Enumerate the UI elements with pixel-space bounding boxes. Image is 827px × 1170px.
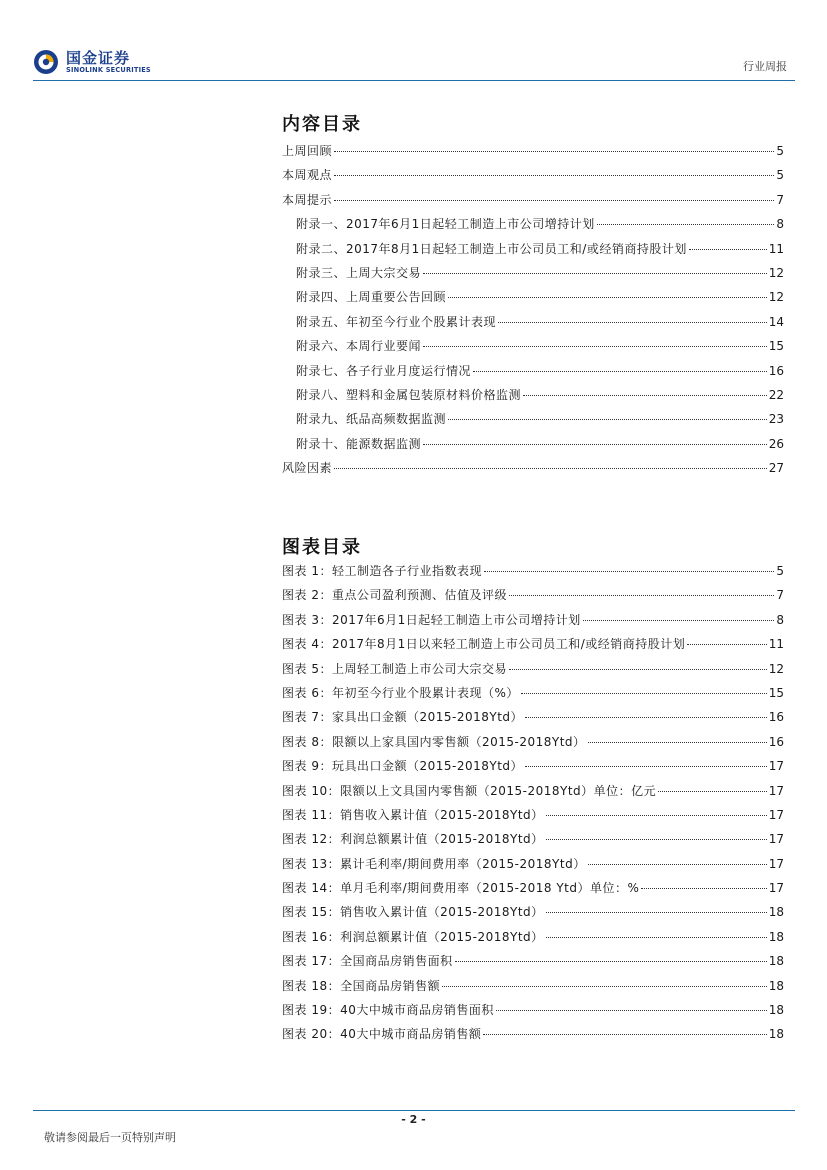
toc-entry-label: 图表 20：40大中城市商品房销售额 (282, 1027, 482, 1042)
toc-entry-page: 7 (776, 588, 784, 603)
figure-entry[interactable] (282, 684, 784, 708)
toc-entry-label: 图表 14：单月毛利率/期间费用率（2015-2018 Ytd）单位：% (282, 881, 640, 896)
figure-entry[interactable] (282, 830, 784, 854)
figure-entry[interactable] (282, 733, 784, 757)
toc-entry-label: 图表 10：限额以上文具国内零售额（2015-2018Ytd）单位：亿元 (282, 783, 657, 798)
dot-leader (509, 595, 774, 596)
toc-entry-page: 5 (776, 144, 784, 158)
toc-entry-page: 14 (768, 314, 784, 329)
toc-entry-label: 图表 2：重点公司盈利预测、估值及评级 (282, 588, 507, 603)
logo-text-cn: 国金证券 (66, 49, 131, 67)
toc-entry-page: 26 (768, 436, 784, 451)
figure-entry[interactable] (282, 782, 784, 806)
toc-entry-page: 8 (776, 217, 784, 232)
figure-entry[interactable] (282, 855, 784, 879)
toc-entry-label: 附录二、2017年8月1日起轻工制造上市公司员工和/或经销商持股计划 (296, 241, 687, 256)
dot-leader (523, 395, 767, 396)
figure-entry[interactable] (282, 586, 784, 610)
figure-entry[interactable] (282, 757, 784, 781)
toc-entry-label: 图表 4：2017年8月1日以来轻工制造上市公司员工和/或经销商持股计划 (282, 637, 686, 652)
toc-entry-page: 8 (776, 612, 784, 627)
toc-entry-label: 图表 16：利润总额累计值（2015-2018Ytd） (282, 929, 544, 944)
contents-entry[interactable] (282, 313, 784, 337)
toc-entry-page: 23 (768, 412, 784, 427)
dot-leader (334, 468, 767, 469)
dot-leader (687, 644, 766, 645)
toc-entry-label: 图表 15：销售收入累计值（2015-2018Ytd） (282, 905, 544, 920)
toc-entry-label: 风险因素 (282, 461, 333, 476)
contents-entry[interactable] (282, 215, 784, 239)
toc-entry-label: 附录十、能源数据监测 (296, 436, 422, 451)
dot-leader (483, 1034, 766, 1035)
logo-mark-icon (33, 49, 59, 75)
toc-entry-label: 附录六、本周行业要闻 (296, 339, 422, 354)
figure-entry[interactable] (282, 708, 784, 732)
dot-leader (448, 419, 767, 420)
toc-entry-page: 18 (768, 954, 784, 969)
toc-entry-label: 图表 17：全国商品房销售面积 (282, 954, 453, 969)
contents-entry[interactable] (282, 337, 784, 361)
dot-leader (509, 669, 767, 670)
disclaimer: 敬请参阅最后一页特别声明 (44, 1131, 176, 1144)
toc-entry-label: 附录五、年初至今行业个股累计表现 (296, 314, 497, 329)
toc-entry-page: 17 (768, 832, 784, 847)
toc-entry-label: 本周提示 (282, 192, 333, 207)
toc-entry-page: 15 (768, 339, 784, 354)
figure-entry[interactable] (282, 977, 784, 1001)
toc-entry-page: 5 (776, 168, 784, 183)
dot-leader (546, 839, 767, 840)
toc-entry-page: 17 (768, 856, 784, 871)
dot-leader (496, 1010, 767, 1011)
figure-entry[interactable] (282, 879, 784, 903)
toc-entry-page: 18 (768, 929, 784, 944)
toc-entry-label: 上周回顾 (282, 144, 333, 158)
toc-entry-page: 18 (768, 1003, 784, 1018)
toc-entry-page: 11 (768, 637, 784, 652)
dot-leader (583, 620, 775, 621)
toc-entry-page: 12 (768, 661, 784, 676)
dot-leader (588, 864, 767, 865)
dot-leader (546, 815, 767, 816)
dot-leader (521, 693, 767, 694)
toc-entry-page: 22 (768, 387, 784, 402)
page-header (0, 0, 827, 80)
dot-leader (448, 297, 767, 298)
toc-entry-label: 图表 6：年初至今行业个股累计表现（%） (282, 685, 519, 700)
figure-entry[interactable] (282, 611, 784, 635)
toc-entry-label: 附录八、塑料和金属包装原材料价格监测 (296, 387, 522, 402)
contents-entry[interactable] (282, 386, 784, 410)
contents-entry[interactable] (282, 240, 784, 264)
dot-leader (498, 322, 767, 323)
figure-entry[interactable] (282, 1025, 784, 1049)
dot-leader (525, 717, 767, 718)
toc-entry-label: 附录七、各子行业月度运行情况 (296, 363, 472, 378)
dot-leader (484, 571, 774, 572)
dot-leader (473, 371, 767, 372)
figures-title: 图表目录 (282, 537, 362, 558)
contents-entry[interactable] (282, 288, 784, 312)
figures-list (282, 562, 784, 1050)
contents-entry[interactable] (282, 435, 784, 459)
contents-entry[interactable] (282, 264, 784, 288)
footer-divider (33, 1110, 795, 1111)
toc-entry-label: 附录三、上周大宗交易 (296, 265, 422, 280)
toc-entry-page: 18 (768, 978, 784, 993)
dot-leader (525, 766, 767, 767)
dot-leader (334, 151, 774, 152)
company-logo (33, 47, 151, 77)
dot-leader (423, 444, 767, 445)
toc-entry-label: 图表 12：利润总额累计值（2015-2018Ytd） (282, 832, 544, 847)
toc-entry-label: 图表 9：玩具出口金额（2015-2018Ytd） (282, 759, 524, 774)
toc-entry-page: 12 (768, 290, 784, 305)
dot-leader (588, 742, 767, 743)
toc-entry-page: 11 (768, 241, 784, 256)
toc-entry-label: 图表 19：40大中城市商品房销售面积 (282, 1003, 494, 1018)
figure-entry[interactable] (282, 660, 784, 684)
contents-entry[interactable] (282, 191, 784, 215)
toc-entry-page: 17 (768, 807, 784, 822)
toc-entry-page: 17 (768, 783, 784, 798)
contents-entry[interactable] (282, 166, 784, 190)
contents-list (282, 142, 784, 483)
toc-entry-label: 附录一、2017年6月1日起轻工制造上市公司增持计划 (296, 217, 595, 232)
figure-entry[interactable] (282, 806, 784, 830)
toc-entry-label: 图表 18：全国商品房销售额 (282, 978, 441, 993)
toc-entry-label: 图表 1：轻工制造各子行业指数表现 (282, 564, 482, 578)
figure-entry[interactable] (282, 952, 784, 976)
toc-entry-label: 本周观点 (282, 168, 333, 183)
toc-entry-page: 7 (776, 192, 784, 207)
figure-entry[interactable] (282, 928, 784, 952)
figure-entry[interactable] (282, 635, 784, 659)
dot-leader (455, 961, 767, 962)
contents-entry[interactable] (282, 459, 784, 483)
report-type: 行业周报 (743, 60, 787, 73)
toc-entry-label: 图表 7：家具出口金额（2015-2018Ytd） (282, 710, 524, 725)
figure-entry[interactable] (282, 903, 784, 927)
figure-entry[interactable] (282, 1001, 784, 1025)
toc-entry-page: 16 (768, 363, 784, 378)
toc-entry-page: 17 (768, 759, 784, 774)
contents-entry[interactable] (282, 142, 784, 166)
toc-entry-page: 15 (768, 685, 784, 700)
contents-title: 内容目录 (282, 114, 362, 135)
contents-entry[interactable] (282, 410, 784, 434)
toc-entry-label: 图表 13：累计毛利率/期间费用率（2015-2018Ytd） (282, 856, 586, 871)
contents-entry[interactable] (282, 362, 784, 386)
toc-entry-page: 18 (768, 905, 784, 920)
dot-leader (442, 986, 767, 987)
toc-entry-page: 16 (768, 710, 784, 725)
dot-leader (658, 791, 767, 792)
dot-leader (546, 912, 767, 913)
figure-entry[interactable] (282, 562, 784, 586)
toc-entry-page: 12 (768, 265, 784, 280)
page-number: - 2 - (401, 1113, 426, 1126)
toc-entry-page: 16 (768, 734, 784, 749)
toc-entry-label: 图表 3：2017年6月1日起轻工制造上市公司增持计划 (282, 612, 581, 627)
toc-entry-page: 18 (768, 1027, 784, 1042)
toc-entry-label: 图表 5：上周轻工制造上市公司大宗交易 (282, 661, 507, 676)
dot-leader (641, 888, 766, 889)
toc-entry-label: 图表 11：销售收入累计值（2015-2018Ytd） (282, 807, 544, 822)
toc-entry-label: 图表 8：限额以上家具国内零售额（2015-2018Ytd） (282, 734, 586, 749)
dot-leader (597, 224, 775, 225)
dot-leader (334, 175, 774, 176)
dot-leader (423, 346, 767, 347)
toc-entry-label: 附录九、纸品高频数据监测 (296, 412, 447, 427)
toc-entry-label: 附录四、上周重要公告回顾 (296, 290, 447, 305)
toc-entry-page: 5 (776, 564, 784, 578)
toc-entry-page: 27 (768, 461, 784, 476)
dot-leader (334, 200, 774, 201)
dot-leader (546, 937, 767, 938)
dot-leader (423, 273, 767, 274)
header-divider (33, 80, 795, 81)
toc-entry-page: 17 (768, 881, 784, 896)
logo-text-en: SINOLINK SECURITIES (66, 66, 151, 74)
dot-leader (689, 249, 767, 250)
